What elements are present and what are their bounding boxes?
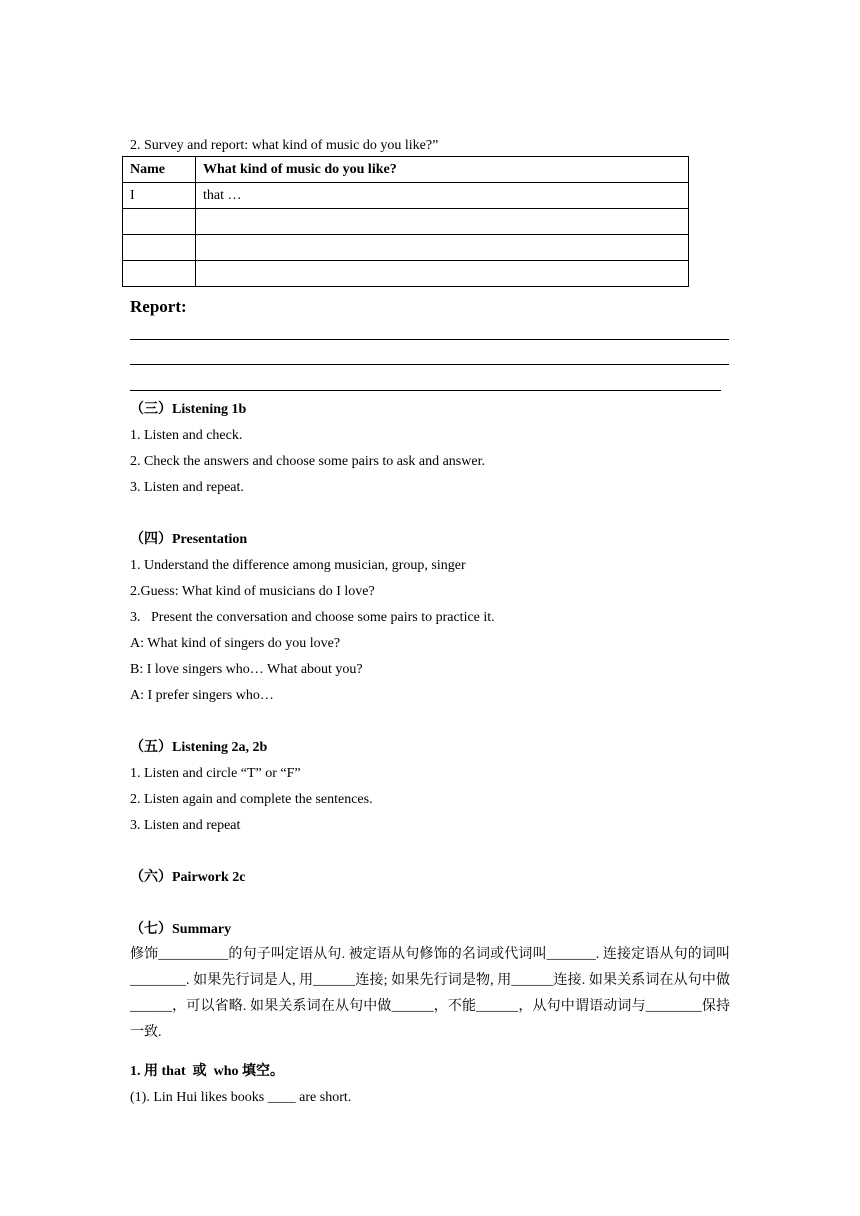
summary-paragraph: 修饰__________的句子叫定语从句. 被定语从句修饰的名词或代词叫_______. 连接定语从句的词叫________. 如果先行词是人, 用______连接; 如果先行词是物, 用______连接. 如果关系词在从句中做______，可以省略. 如果关系词在从句中做______，不能______，从句中谓语动词与________保持一致. bbox=[130, 947, 730, 1040]
dialogue-line: A: I prefer singers who… bbox=[130, 688, 274, 703]
list-item: 1. Listen and check. bbox=[130, 428, 243, 443]
header-music: What kind of music do you like? bbox=[196, 157, 689, 183]
list-item: 2. Check the answers and choose some pairs to ask and answer. bbox=[130, 454, 485, 469]
list-item: 2. Listen again and complete the sentences. bbox=[130, 792, 373, 807]
survey-table bbox=[122, 156, 689, 287]
list-item: 1. Understand the difference among musician, group, singer bbox=[130, 558, 466, 573]
table-row bbox=[123, 209, 689, 235]
answer-line bbox=[130, 339, 729, 340]
table-cell bbox=[196, 261, 689, 287]
table-header-row bbox=[123, 157, 689, 183]
section-title-listening-2: （五）Listening 2a, 2b bbox=[130, 740, 268, 755]
table-row bbox=[123, 235, 689, 261]
list-item: 3. Listen and repeat bbox=[130, 818, 241, 833]
list-item: 3. Listen and repeat. bbox=[130, 480, 244, 495]
list-item: 2.Guess: What kind of musicians do I love? bbox=[130, 584, 375, 599]
table-row bbox=[123, 183, 689, 209]
dialogue-line: B: I love singers who… What about you? bbox=[130, 662, 363, 677]
exercise-item: (1). Lin Hui likes books ____ are short. bbox=[130, 1090, 352, 1105]
answer-line bbox=[130, 390, 721, 391]
section-title-pairwork: （六）Pairwork 2c bbox=[130, 870, 246, 885]
list-item: 1. Listen and circle “T” or “F” bbox=[130, 766, 301, 781]
report-title: Report: bbox=[130, 297, 187, 316]
answer-line bbox=[130, 364, 729, 365]
table-cell bbox=[123, 209, 196, 235]
section-title-summary: （七）Summary bbox=[130, 922, 232, 937]
exercise-title: 1. 用 that 或 who 填空。 bbox=[130, 1064, 285, 1079]
dialogue-line: A: What kind of singers do you love? bbox=[130, 636, 341, 651]
section-title-presentation: （四）Presentation bbox=[130, 532, 248, 547]
table-cell: that … bbox=[196, 183, 689, 209]
table-row bbox=[123, 261, 689, 287]
table-cell bbox=[196, 235, 689, 261]
table-cell bbox=[123, 235, 196, 261]
list-item: 3. Present the conversation and choose some pairs to practice it. bbox=[130, 610, 495, 625]
table-cell bbox=[123, 261, 196, 287]
table-cell bbox=[196, 209, 689, 235]
section-title-listening-1b: （三）Listening 1b bbox=[130, 402, 247, 417]
table-cell: I bbox=[123, 183, 196, 209]
header-name: Name bbox=[123, 157, 196, 183]
survey-title: 2. Survey and report: what kind of music do you like?” bbox=[130, 138, 439, 153]
